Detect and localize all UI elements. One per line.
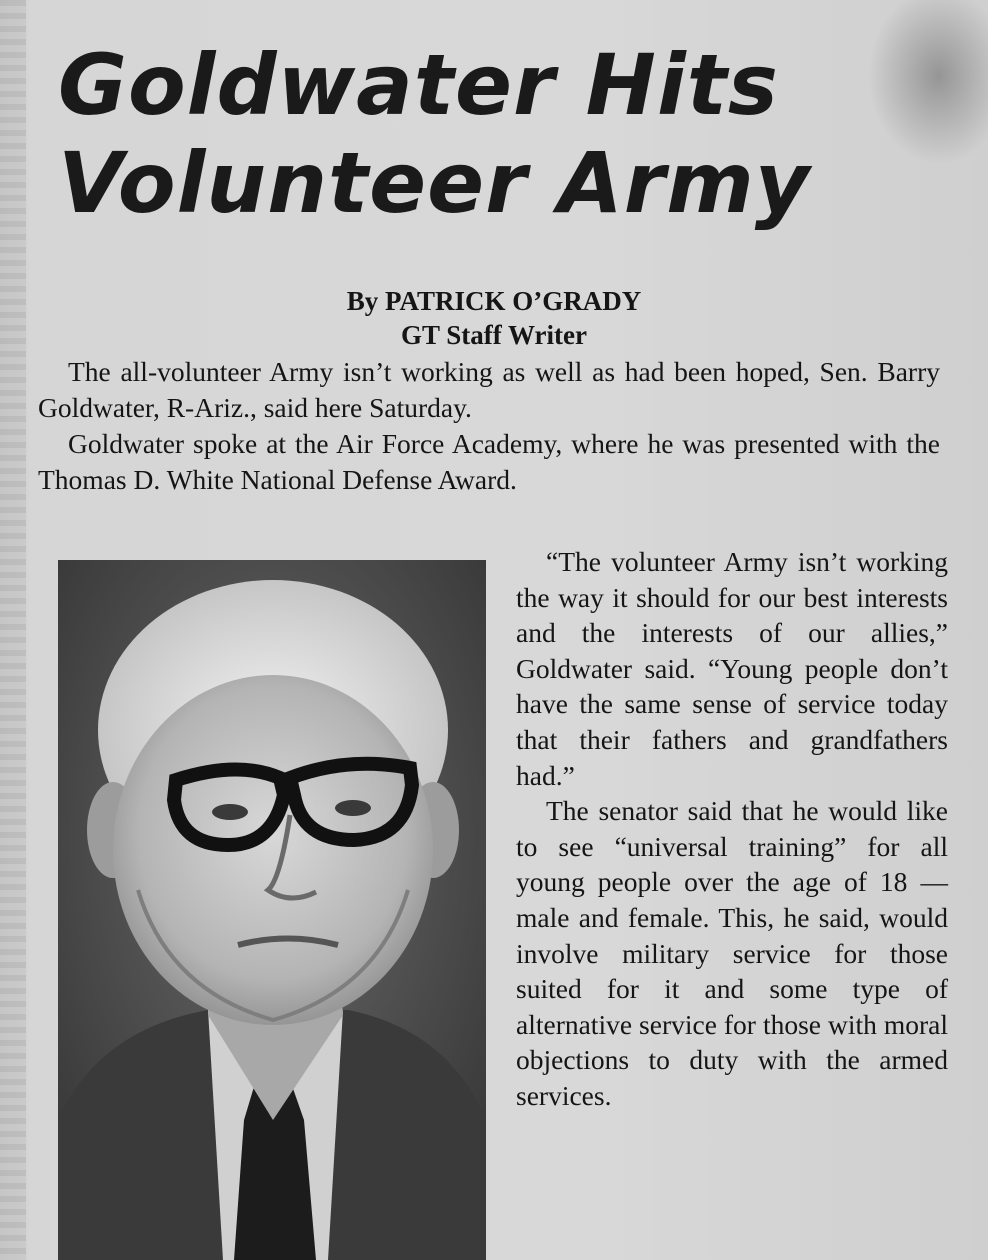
lede [38, 354, 940, 498]
page-edge [0, 0, 26, 1260]
body-paragraph: “The volunteer Army isn’t working the way it should for our best interests and the interests of our allies,” Goldwater said. “Young people don’t have the same sense of service today that their fathers and grandfathers had.” [516, 546, 948, 791]
body-paragraph: The senator said that he would like to see “universal training” for all young people over the age of 18 — male and female. This, he said, would involve military service for those suited for it and some type of alternative service for those with moral objections to duty with the armed services. [516, 795, 948, 1111]
byline-role: GT Staff Writer [401, 320, 587, 350]
byline-author: By PATRICK O’GRADY [346, 286, 642, 316]
lede-paragraph: The all-volunteer Army isn’t working as well as had been hoped, Sen. Barry Goldwater, R-Ariz., said here Saturday. [38, 356, 940, 423]
portrait-photo [58, 560, 486, 1260]
body-column [516, 544, 948, 1114]
lede-paragraph: Goldwater spoke at the Air Force Academy, where he was presented with the Thomas D. White National Defense Award. [38, 428, 940, 495]
headline [58, 36, 938, 232]
headline-line-1: Goldwater Hits [58, 36, 779, 134]
portrait-illustration [58, 560, 486, 1260]
headline-line-2: Volunteer Army [58, 134, 811, 232]
